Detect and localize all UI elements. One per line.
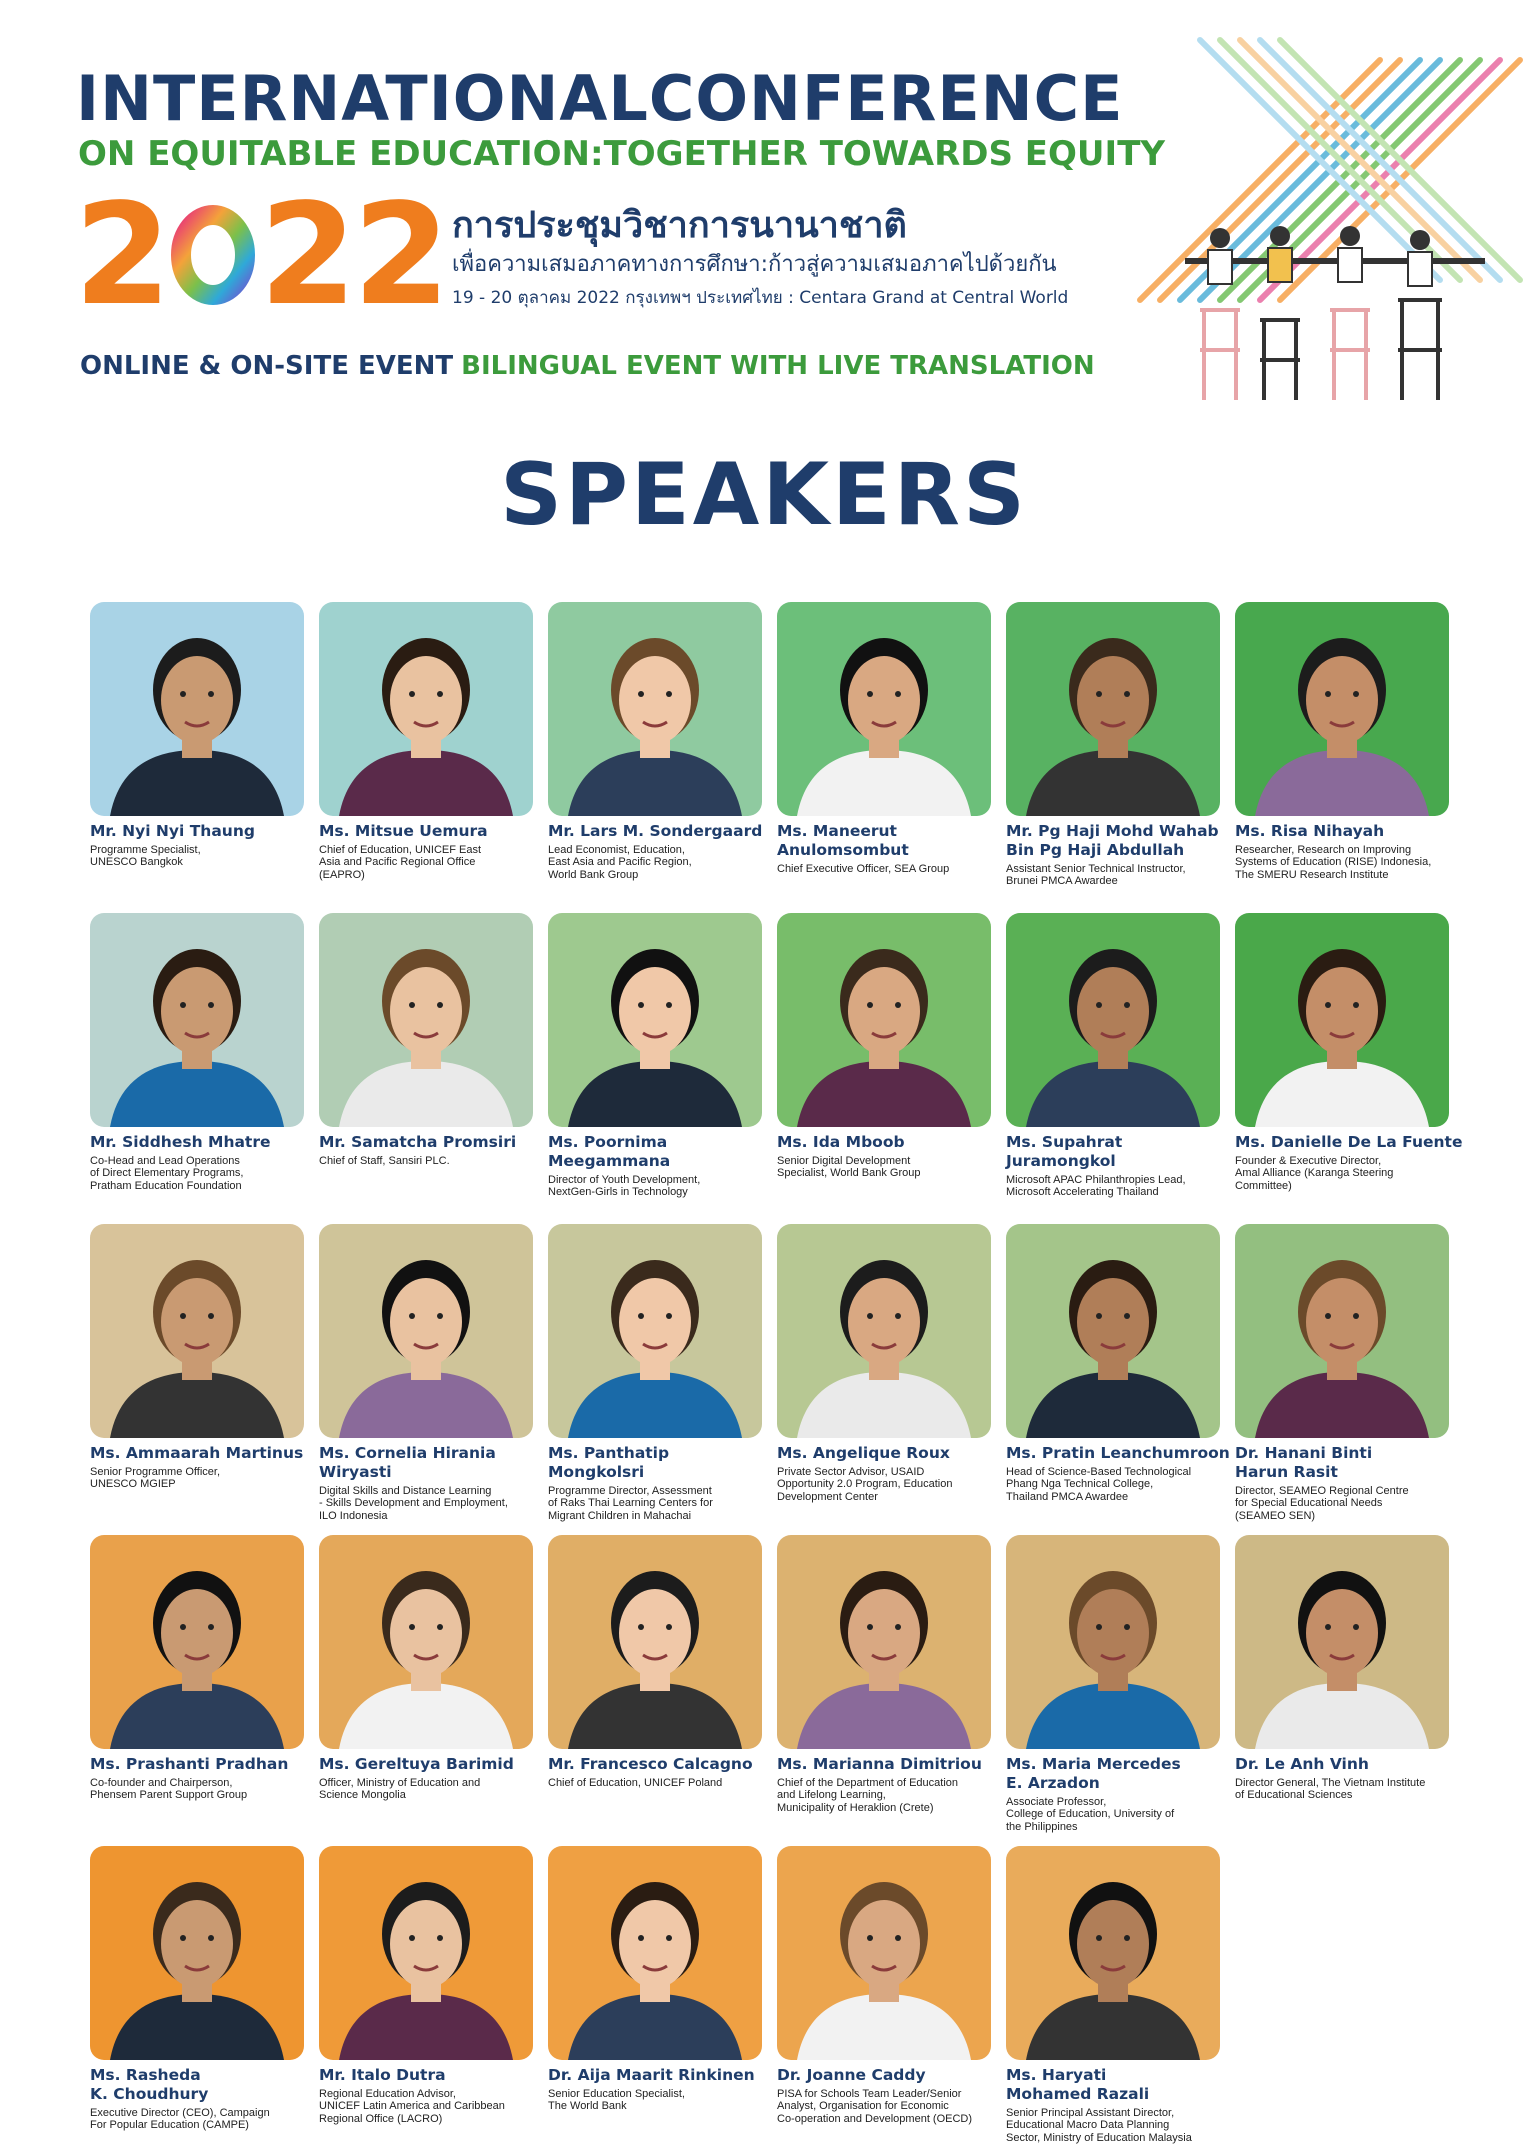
year-digits-right: 22 bbox=[259, 174, 447, 337]
speaker-role-line: Chief Executive Officer, SEA Group bbox=[777, 863, 950, 875]
speaker-role-line: Specialist, World Bank Group bbox=[777, 1167, 921, 1180]
speaker-name bbox=[90, 822, 304, 841]
speaker-card bbox=[1006, 1535, 1220, 1833]
speaker-name-line: Ms. Gereltuya Barimid bbox=[319, 1755, 514, 1773]
speaker-role bbox=[1235, 1155, 1455, 1192]
speaker-name bbox=[1006, 1133, 1220, 1171]
speaker-photo bbox=[90, 1535, 304, 1749]
speaker-role-line: Chief of Staff, Sansiri PLC. bbox=[319, 1155, 450, 1167]
event-date-venue: 19 - 20 ตุลาคม 2022 กรุงเทพฯ ประเทศไทย : Centara Grand at Central World bbox=[452, 288, 1069, 308]
speaker-role-line: College of Education, University of bbox=[1006, 1808, 1175, 1821]
speaker-role-line: of Direct Elementary Programs, bbox=[90, 1167, 244, 1180]
speaker-role bbox=[319, 844, 539, 881]
speaker-role bbox=[1006, 2107, 1226, 2144]
speaker-role-line: Brunei PMCA Awardee bbox=[1006, 875, 1118, 888]
speaker-name bbox=[319, 822, 533, 841]
speaker-role-line: Private Sector Advisor, USAID bbox=[777, 1466, 925, 1478]
speaker-name-line: Mohamed Razali bbox=[1006, 2085, 1150, 2103]
speaker-name-line: Ms. Prashanti Pradhan bbox=[90, 1755, 289, 1773]
speaker-role-line: Microsoft APAC Philanthropies Lead, bbox=[1006, 1174, 1186, 1186]
speaker-name-line: Wiryasti bbox=[319, 1463, 392, 1481]
speaker-card bbox=[777, 1535, 991, 1814]
speaker-name bbox=[1235, 1755, 1449, 1774]
speaker-name-line: Ms. Marianna Dimitriou bbox=[777, 1755, 982, 1773]
speaker-role-line: World Bank Group bbox=[548, 868, 639, 881]
speaker-card bbox=[90, 1224, 304, 1491]
speaker-role-line: for Special Educational Needs bbox=[1235, 1497, 1383, 1510]
speaker-card bbox=[1006, 913, 1220, 1199]
speaker-role-line: Chief of the Department of Education bbox=[777, 1777, 958, 1789]
speaker-role bbox=[90, 1466, 310, 1491]
year-digit-left: 2 bbox=[74, 174, 168, 337]
speaker-photo bbox=[777, 1846, 991, 2060]
speaker-role-line: (SEAMEO SEN) bbox=[1235, 1509, 1316, 1522]
speaker-role-line: Phensem Parent Support Group bbox=[90, 1789, 248, 1802]
speaker-role-line: ILO Indonesia bbox=[319, 1509, 388, 1522]
speaker-role-line: Co-operation and Development (OECD) bbox=[777, 2112, 973, 2125]
speaker-role-line: Co-Head and Lead Operations bbox=[90, 1155, 240, 1167]
speaker-card bbox=[319, 602, 533, 881]
speaker-role bbox=[319, 2088, 539, 2125]
speaker-role-line: Head of Science-Based Technological bbox=[1006, 1466, 1192, 1478]
speaker-role-line: UNESCO MGIEP bbox=[90, 1478, 176, 1491]
speaker-name-line: Ms. Supahrat bbox=[1006, 1133, 1123, 1151]
speaker-role bbox=[1006, 1174, 1226, 1199]
speaker-photo bbox=[777, 1535, 991, 1749]
speaker-name-line: Meegammana bbox=[548, 1152, 671, 1170]
speaker-role-line: the Philippines bbox=[1006, 1820, 1078, 1833]
speaker-role-line: Senior Digital Development bbox=[777, 1155, 911, 1167]
speaker-photo bbox=[1235, 1535, 1449, 1749]
event-type: ONLINE & ON-SITE EVENT bbox=[80, 351, 454, 381]
speaker-name bbox=[777, 1755, 991, 1774]
speaker-role-line: Director of Youth Development, bbox=[548, 1174, 701, 1186]
speaker-photo bbox=[1006, 1535, 1220, 1749]
speaker-card bbox=[319, 913, 533, 1167]
speaker-name bbox=[1235, 1133, 1463, 1152]
speaker-photo bbox=[319, 913, 533, 1127]
speaker-role-line: Lead Economist, Education, bbox=[548, 844, 685, 856]
speaker-name-line: Mr. Samatcha Promsiri bbox=[319, 1133, 517, 1151]
speaker-role-line: of Raks Thai Learning Centers for bbox=[548, 1497, 713, 1510]
speaker-role bbox=[1006, 1466, 1226, 1503]
speaker-role bbox=[548, 1777, 768, 1789]
speaker-name-line: Ms. Angelique Roux bbox=[777, 1444, 950, 1462]
speaker-role-line: Amal Alliance (Karanga Steering bbox=[1235, 1167, 1394, 1180]
speaker-role-line: - Skills Development and Employment, bbox=[319, 1497, 508, 1510]
speaker-name bbox=[1235, 822, 1449, 841]
speaker-role-line: (EAPRO) bbox=[319, 868, 365, 881]
speaker-name-line: Anulomsombut bbox=[777, 841, 909, 859]
conference-title: INTERNATIONALCONFERENCE bbox=[76, 62, 1124, 135]
speaker-photo bbox=[777, 602, 991, 816]
speaker-role bbox=[1235, 844, 1455, 881]
speaker-role bbox=[1235, 1777, 1455, 1802]
speaker-role bbox=[90, 844, 310, 869]
speaker-role-line: PISA for Schools Team Leader/Senior bbox=[777, 2088, 962, 2100]
event-format bbox=[80, 351, 1095, 381]
speaker-name bbox=[1235, 1444, 1449, 1482]
speaker-photo bbox=[1235, 602, 1449, 816]
speaker-role bbox=[319, 1777, 539, 1802]
speaker-role-line: Analyst, Organisation for Economic bbox=[777, 2100, 949, 2113]
speaker-card bbox=[1235, 1224, 1449, 1522]
speaker-card bbox=[777, 913, 991, 1180]
conference-year bbox=[74, 174, 447, 337]
speaker-role-line: Science Mongolia bbox=[319, 1789, 406, 1802]
speaker-photo bbox=[777, 1224, 991, 1438]
speaker-name bbox=[548, 1444, 762, 1482]
speaker-name bbox=[1006, 2066, 1220, 2104]
speaker-role bbox=[548, 1485, 768, 1522]
speaker-name bbox=[1006, 1755, 1220, 1793]
speaker-role-line: Director, SEAMEO Regional Centre bbox=[1235, 1485, 1409, 1497]
speaker-name-line: Ms. Danielle De La Fuente bbox=[1235, 1133, 1463, 1151]
speaker-photo bbox=[548, 1224, 762, 1438]
speaker-role-line: of Educational Sciences bbox=[1235, 1789, 1353, 1802]
speaker-name bbox=[319, 1755, 533, 1774]
speaker-role-line: Opportunity 2.0 Program, Education bbox=[777, 1478, 953, 1491]
section-title: SPEAKERS bbox=[500, 445, 1028, 545]
speaker-role-line: Regional Office (LACRO) bbox=[319, 2112, 443, 2125]
speaker-photo bbox=[548, 1535, 762, 1749]
speaker-role-line: The World Bank bbox=[548, 2100, 627, 2113]
speaker-role bbox=[319, 1155, 539, 1167]
speaker-name-line: Ms. Rasheda bbox=[90, 2066, 201, 2084]
speaker-photo bbox=[1006, 1224, 1220, 1438]
speaker-role bbox=[777, 1155, 997, 1180]
speaker-role-line: Migrant Children in Mahachai bbox=[548, 1509, 692, 1522]
speaker-role-line: Officer, Ministry of Education and bbox=[319, 1777, 481, 1789]
speaker-photo bbox=[548, 1846, 762, 2060]
speaker-name-line: Mongkolsri bbox=[548, 1463, 645, 1481]
speaker-role-line: Programme Specialist, bbox=[90, 844, 201, 856]
speaker-role-line: Senior Education Specialist, bbox=[548, 2088, 685, 2100]
speaker-role bbox=[90, 2107, 310, 2132]
speaker-role bbox=[319, 1485, 539, 1522]
speaker-photo bbox=[548, 602, 762, 816]
speaker-role-line: For Popular Education (CAMPE) bbox=[90, 2119, 249, 2132]
speaker-role bbox=[90, 1777, 310, 1802]
speaker-card bbox=[777, 1846, 991, 2125]
speaker-name-line: Juramongkol bbox=[1006, 1152, 1116, 1170]
speaker-role-line: Thailand PMCA Awardee bbox=[1006, 1490, 1129, 1503]
speaker-name bbox=[777, 2066, 991, 2085]
speaker-role-line: UNICEF Latin America and Caribbean bbox=[319, 2100, 505, 2113]
speaker-photo bbox=[319, 602, 533, 816]
speaker-photo bbox=[777, 913, 991, 1127]
speaker-role-line: Senior Programme Officer, bbox=[90, 1466, 221, 1478]
speaker-role bbox=[548, 2088, 768, 2113]
speaker-role-line: Regional Education Advisor, bbox=[319, 2088, 456, 2100]
thai-subtitle: เพื่อความเสมอภาคทางการศึกษา:ก้าวสู่ความเสมอภาคไปด้วยกัน bbox=[452, 252, 1057, 277]
speaker-name-line: K. Choudhury bbox=[90, 2085, 209, 2103]
speaker-card bbox=[548, 1846, 762, 2113]
speaker-photo bbox=[1235, 1224, 1449, 1438]
speaker-card bbox=[548, 602, 762, 881]
speaker-role-line: Chief of Education, UNICEF East bbox=[319, 844, 482, 856]
decorative-graphic bbox=[1080, 0, 1528, 420]
speaker-card bbox=[319, 1224, 533, 1522]
speaker-role-line: Asia and Pacific Regional Office bbox=[319, 856, 476, 869]
speaker-role bbox=[777, 2088, 997, 2125]
speaker-role bbox=[777, 1777, 997, 1814]
speaker-role bbox=[1006, 1796, 1226, 1833]
speaker-photo bbox=[90, 1224, 304, 1438]
speaker-role bbox=[548, 1174, 768, 1199]
speaker-role bbox=[90, 1155, 310, 1192]
speaker-role-line: The SMERU Research Institute bbox=[1235, 868, 1389, 881]
speaker-photo bbox=[90, 913, 304, 1127]
speaker-name-line: Dr. Hanani Binti bbox=[1235, 1444, 1373, 1462]
speaker-role-line: and Lifelong Learning, bbox=[777, 1789, 886, 1802]
speaker-name bbox=[319, 1133, 533, 1152]
speaker-role-line: Associate Professor, bbox=[1006, 1796, 1107, 1808]
speaker-name bbox=[1006, 822, 1220, 860]
speaker-role-line: Executive Director (CEO), Campaign bbox=[90, 2107, 270, 2119]
speaker-role bbox=[777, 1466, 997, 1503]
speaker-card bbox=[319, 1846, 533, 2125]
speaker-card bbox=[777, 1224, 991, 1503]
speaker-card bbox=[90, 602, 304, 869]
speaker-name-line: Mr. Italo Dutra bbox=[319, 2066, 446, 2084]
speaker-role bbox=[548, 844, 768, 881]
conference-subtitle: ON EQUITABLE EDUCATION:TOGETHER TOWARDS EQUITY bbox=[78, 134, 1166, 174]
speaker-role-line: Sector, Ministry of Education Malaysia bbox=[1006, 2131, 1192, 2144]
speaker-role-line: Systems of Education (RISE) Indonesia, bbox=[1235, 856, 1432, 869]
speaker-name bbox=[90, 2066, 304, 2104]
speaker-role-line: Programme Director, Assessment bbox=[548, 1485, 712, 1497]
speaker-name-line: Mr. Nyi Nyi Thaung bbox=[90, 822, 255, 840]
speaker-role-line: Director General, The Vietnam Institute bbox=[1235, 1777, 1426, 1789]
speaker-photo bbox=[319, 1224, 533, 1438]
speaker-role-line: Municipality of Heraklion (Crete) bbox=[777, 1801, 934, 1814]
event-language: BILINGUAL EVENT WITH LIVE TRANSLATION bbox=[461, 351, 1095, 381]
speaker-name-line: Ms. Cornelia Hirania bbox=[319, 1444, 496, 1462]
speaker-role-line: Development Center bbox=[777, 1490, 878, 1503]
speaker-name-line: Bin Pg Haji Abdullah bbox=[1006, 841, 1185, 859]
speaker-name bbox=[319, 2066, 533, 2085]
speaker-name bbox=[1006, 1444, 1230, 1463]
speaker-name bbox=[90, 1133, 304, 1152]
speaker-role-line: Committee) bbox=[1235, 1179, 1292, 1192]
speaker-name-line: Dr. Le Anh Vinh bbox=[1235, 1755, 1369, 1773]
speaker-card bbox=[1006, 1846, 1220, 2144]
speaker-name-line: Harun Rasit bbox=[1235, 1463, 1338, 1481]
speaker-card bbox=[1006, 1224, 1230, 1503]
speaker-role-line: Phang Nga Technical College, bbox=[1006, 1478, 1154, 1491]
speaker-role-line: Microsoft Accelerating Thailand bbox=[1006, 1186, 1159, 1199]
speaker-name bbox=[319, 1444, 533, 1482]
speaker-role-line: Founder & Executive Director, bbox=[1235, 1155, 1382, 1167]
speaker-name-line: Ms. Pratin Leanchumroon bbox=[1006, 1444, 1230, 1462]
thai-title: การประชุมวิชาการนานาชาติ bbox=[452, 205, 907, 246]
speaker-name-line: Mr. Siddhesh Mhatre bbox=[90, 1133, 271, 1151]
speaker-name bbox=[90, 1444, 304, 1463]
speaker-name-line: Mr. Lars M. Sondergaard bbox=[548, 822, 763, 840]
speaker-name bbox=[548, 1133, 762, 1171]
speaker-role-line: NextGen-Girls in Technology bbox=[548, 1186, 688, 1199]
speaker-photo bbox=[90, 602, 304, 816]
speaker-photo bbox=[1006, 913, 1220, 1127]
speaker-name bbox=[777, 1133, 991, 1152]
speaker-card bbox=[1235, 1535, 1449, 1802]
speaker-card bbox=[90, 913, 304, 1192]
speaker-role-line: Assistant Senior Technical Instructor, bbox=[1006, 863, 1186, 875]
speaker-name bbox=[777, 1444, 991, 1463]
speaker-role bbox=[1006, 863, 1226, 888]
speaker-card bbox=[1235, 602, 1449, 881]
speaker-card bbox=[548, 913, 762, 1199]
speaker-name-line: Ms. Panthatip bbox=[548, 1444, 670, 1462]
speaker-photo bbox=[90, 1846, 304, 2060]
speaker-name-line: Dr. Aija Maarit Rinkinen bbox=[548, 2066, 755, 2084]
speaker-photo bbox=[1235, 913, 1449, 1127]
speaker-card bbox=[548, 1535, 762, 1789]
speaker-name-line: E. Arzadon bbox=[1006, 1774, 1100, 1792]
speaker-role-line: Senior Principal Assistant Director, bbox=[1006, 2107, 1175, 2119]
speaker-name-line: Ms. Ida Mboob bbox=[777, 1133, 905, 1151]
speaker-card bbox=[90, 1535, 304, 1802]
speaker-card bbox=[1006, 602, 1220, 888]
speaker-role-line: Co-founder and Chairperson, bbox=[90, 1777, 233, 1789]
speaker-card bbox=[90, 1846, 304, 2132]
speaker-role bbox=[1235, 1485, 1455, 1522]
speaker-photo bbox=[1006, 1846, 1220, 2060]
rainbow-ring-logo bbox=[169, 197, 257, 307]
speaker-role-line: Researcher, Research on Improving bbox=[1235, 844, 1412, 856]
speaker-name-line: Ms. Risa Nihayah bbox=[1235, 822, 1385, 840]
speaker-card bbox=[777, 602, 991, 875]
speaker-name bbox=[548, 1755, 762, 1774]
speaker-name-line: Mr. Pg Haji Mohd Wahab bbox=[1006, 822, 1219, 840]
speaker-name-line: Ms. Maneerut bbox=[777, 822, 897, 840]
speaker-name-line: Ms. Maria Mercedes bbox=[1006, 1755, 1181, 1773]
speaker-name bbox=[90, 1755, 304, 1774]
speaker-name-line: Dr. Joanne Caddy bbox=[777, 2066, 926, 2084]
speaker-photo bbox=[1006, 602, 1220, 816]
speaker-name bbox=[548, 822, 762, 841]
speaker-name-line: Ms. Mitsue Uemura bbox=[319, 822, 488, 840]
speaker-name bbox=[777, 822, 991, 860]
speaker-role-line: Educational Macro Data Planning bbox=[1006, 2119, 1170, 2132]
speaker-card bbox=[1235, 913, 1463, 1192]
speaker-name-line: Ms. Ammaarah Martinus bbox=[90, 1444, 304, 1462]
speaker-role-line: UNESCO Bangkok bbox=[90, 856, 183, 869]
speaker-role-line: Chief of Education, UNICEF Poland bbox=[548, 1777, 723, 1789]
speaker-photo bbox=[319, 1846, 533, 2060]
speaker-role bbox=[777, 863, 997, 875]
speaker-card bbox=[319, 1535, 533, 1802]
speaker-role-line: Digital Skills and Distance Learning bbox=[319, 1485, 492, 1497]
speaker-name-line: Ms. Haryati bbox=[1006, 2066, 1107, 2084]
speaker-card bbox=[548, 1224, 762, 1522]
speaker-role-line: East Asia and Pacific Region, bbox=[548, 856, 692, 869]
speaker-photo bbox=[548, 913, 762, 1127]
speaker-name bbox=[548, 2066, 762, 2085]
speaker-name-line: Ms. Poornima bbox=[548, 1133, 668, 1151]
speaker-role-line: Pratham Education Foundation bbox=[90, 1179, 242, 1192]
speaker-name-line: Mr. Francesco Calcagno bbox=[548, 1755, 753, 1773]
speaker-photo bbox=[319, 1535, 533, 1749]
